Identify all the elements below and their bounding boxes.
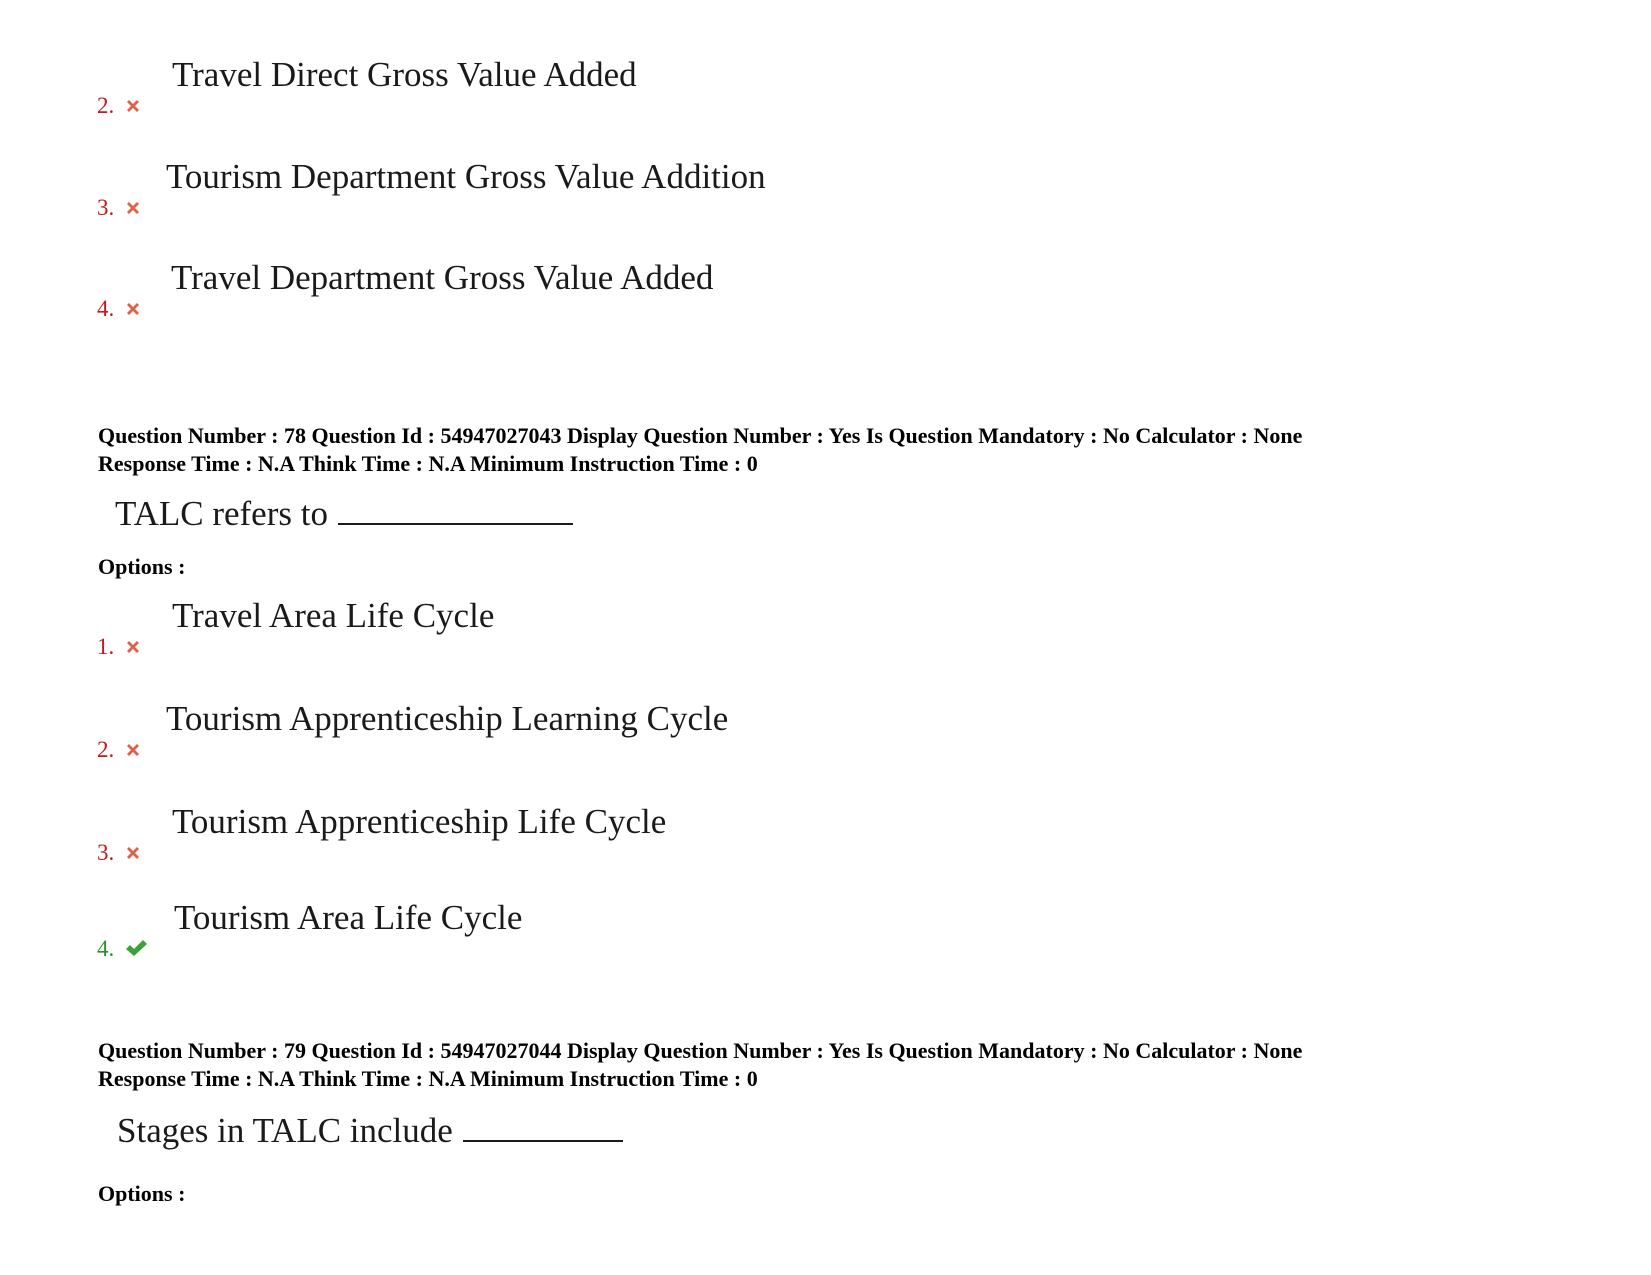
cross-icon bbox=[124, 97, 142, 115]
question-text-content: TALC refers to bbox=[115, 494, 328, 533]
option-text: Travel Direct Gross Value Added bbox=[172, 55, 637, 94]
cross-icon bbox=[124, 741, 142, 759]
question-meta-line2: Response Time : N.A Think Time : N.A Minimum Instruction Time : 0 bbox=[98, 451, 758, 476]
answer-blank bbox=[338, 493, 573, 525]
option-item bbox=[97, 699, 997, 769]
cross-icon bbox=[124, 638, 142, 656]
option-text: Travel Department Gross Value Added bbox=[171, 258, 714, 297]
cross-icon bbox=[124, 199, 142, 217]
option-number: 3. bbox=[97, 195, 115, 220]
option-number: 3. bbox=[97, 840, 115, 865]
question-text bbox=[115, 493, 573, 534]
question-text-content: Stages in TALC include bbox=[117, 1111, 453, 1150]
options-label: Options : bbox=[98, 1181, 186, 1206]
option-item bbox=[97, 596, 997, 666]
option-number: 2. bbox=[97, 93, 115, 118]
option-text: Tourism Area Life Cycle bbox=[174, 898, 523, 937]
option-number: 1. bbox=[97, 634, 115, 659]
option-number: 2. bbox=[97, 737, 115, 762]
cross-icon bbox=[124, 844, 142, 862]
question-meta-line2: Response Time : N.A Think Time : N.A Minimum Instruction Time : 0 bbox=[98, 1066, 758, 1091]
option-text: Tourism Department Gross Value Addition bbox=[166, 157, 766, 196]
options-label: Options : bbox=[98, 554, 186, 579]
check-icon bbox=[124, 938, 148, 958]
option-item bbox=[97, 258, 997, 328]
question-meta-line1: Question Number : 78 Question Id : 54947027043 Display Question Number : Yes Is Question Mandatory : No Calculator : None bbox=[98, 423, 1303, 448]
question-text bbox=[117, 1110, 623, 1151]
option-item bbox=[97, 55, 997, 125]
option-item bbox=[97, 802, 997, 872]
option-item bbox=[97, 157, 997, 227]
cross-icon bbox=[124, 300, 142, 318]
question-meta-line1: Question Number : 79 Question Id : 54947027044 Display Question Number : Yes Is Question Mandatory : No Calculator : None bbox=[98, 1038, 1303, 1063]
option-item bbox=[97, 898, 997, 968]
option-text: Travel Area Life Cycle bbox=[172, 596, 495, 635]
option-number: 4. bbox=[97, 936, 115, 961]
option-text: Tourism Apprenticeship Life Cycle bbox=[172, 802, 667, 841]
option-number: 4. bbox=[97, 296, 115, 321]
option-text: Tourism Apprenticeship Learning Cycle bbox=[166, 699, 729, 738]
answer-blank bbox=[463, 1110, 623, 1142]
